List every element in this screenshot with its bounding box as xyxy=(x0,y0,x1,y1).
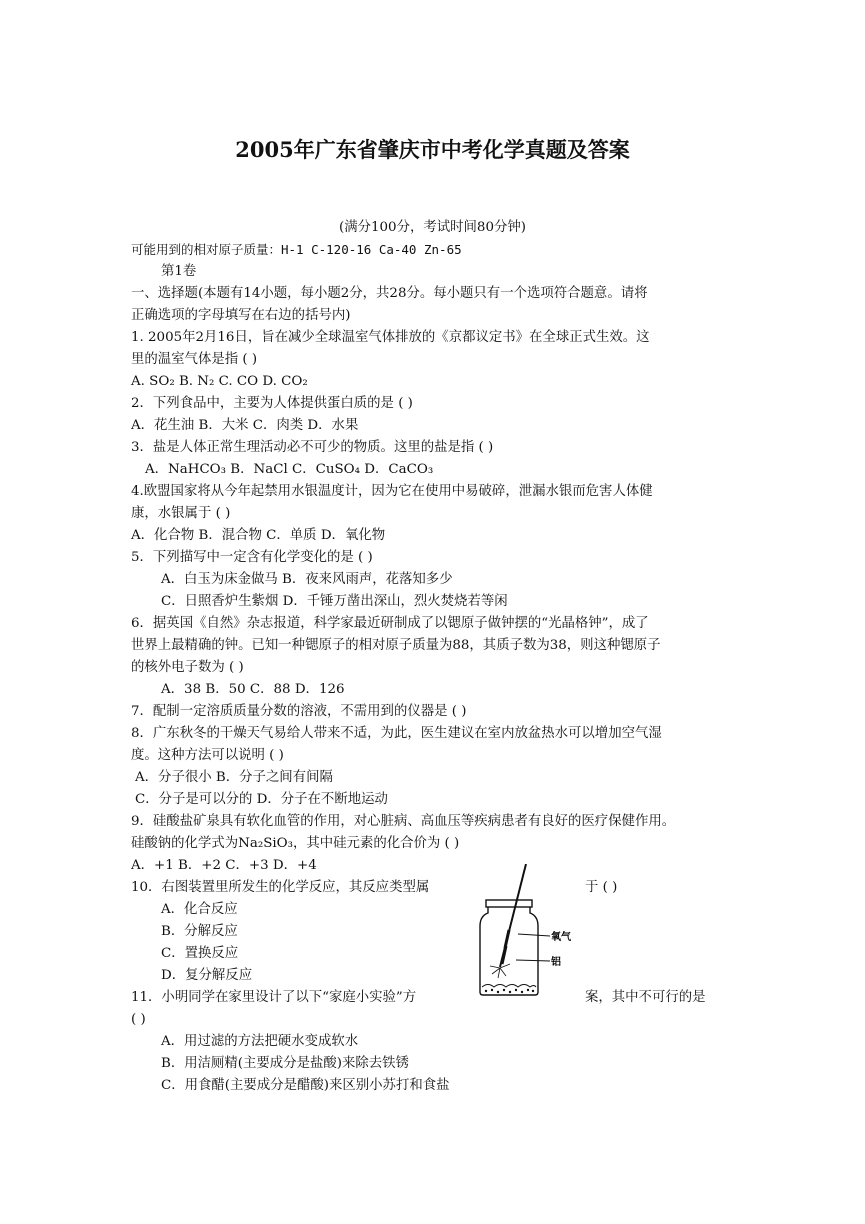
q6-line2: 世界上最精确的钟。已知一种锶原子的相对原子质量为88，其质子数为38，则这种锶原子 xyxy=(131,638,661,653)
q8-options-row2: C．分子是可以分的 D．分子在不断地运动 xyxy=(135,792,388,807)
q1-options: A. SO₂ B. N₂ C. CO D. CO₂ xyxy=(131,374,308,389)
aluminum-label: 铝 xyxy=(551,957,561,968)
q11-option-c: C．用食醋(主要成分是醋酸)来区别小苏打和食盐 xyxy=(161,1078,450,1093)
q9-line2: 硅酸钠的化学式为Na₂SiO₃，其中硅元素的化合价为 ( ) xyxy=(131,836,460,851)
exam-info: (满分100分，考试时间80分钟) xyxy=(339,220,526,235)
q4-options: A．化合物 B．混合物 C．单质 D．氧化物 xyxy=(131,528,386,543)
q11-answer-paren: ( ) xyxy=(131,1012,146,1027)
page-title: 2005年广东省肇庆市中考化学真题及答案 xyxy=(235,137,630,162)
q4-line1: 4.欧盟国家将从今年起禁用水银温度计，因为它在使用中易破碎，泄漏水银而危害人体健 xyxy=(131,484,653,499)
volume-label: 第1卷 xyxy=(161,264,197,279)
q5-options-row1: A．白玉为床金做马 B．夜来风雨声，花落知多少 xyxy=(161,572,453,587)
q10-option-c: C．置换反应 xyxy=(161,946,239,961)
q10-stem-right: 于 ( ) xyxy=(585,880,618,895)
q11-stem-right: 案，其中不可行的是 xyxy=(585,990,706,1005)
q1-line1: 1. 2005年2月16日，旨在减少全球温室气体排放的《京都议定书》在全球正式生效。这 xyxy=(131,330,650,345)
q3-stem: 3．盐是人体正常生理活动必不可少的物质。这里的盐是指 ( ) xyxy=(131,440,494,455)
q6-line3: 的核外电子数为 ( ) xyxy=(131,660,244,675)
q11-option-a: A．用过滤的方法把硬水变成软水 xyxy=(161,1034,359,1049)
q10-stem-left: 10．右图装置里所发生的化学反应，其反应类型属 xyxy=(131,880,430,895)
q6-options: A．38 B．50 C．88 D．126 xyxy=(161,682,345,697)
q9-options: A．+1 B．+2 C．+3 D．+4 xyxy=(131,858,317,873)
q3-options: A．NaHCO₃ B．NaCl C．CuSO₄ D．CaCO₃ xyxy=(145,462,434,477)
q8-line1: 8．广东秋冬的干燥天气易给人带来不适，为此，医生建议在室内放盆热水可以增加空气湿 xyxy=(131,726,662,741)
q11-option-b: B．用洁厕精(主要成分是盐酸)来除去铁锈 xyxy=(161,1056,409,1071)
section1-instructions-line2: 正确选项的字母填写在右边的括号内) xyxy=(131,308,351,323)
q1-line2: 里的温室气体是指 ( ) xyxy=(131,352,258,367)
q2-options: A．花生油 B．大米 C．肉类 D．水果 xyxy=(131,418,359,433)
q6-line1: 6．据英国《自然》杂志报道，科学家最近研制成了以锶原子做钟摆的“光晶格钟”，成了 xyxy=(131,616,649,631)
q7-stem: 7．配制一定溶质质量分数的溶液，不需用到的仪器是 ( ) xyxy=(131,704,467,719)
experiment-diagram xyxy=(476,864,580,1001)
q10-option-a: A．化合反应 xyxy=(161,902,238,917)
q8-line2: 度。这种方法可以说明 ( ) xyxy=(131,748,284,763)
q4-line2: 康，水银属于 ( ) xyxy=(131,506,231,521)
q11-stem-left: 11．小明同学在家里设计了以下“家庭小实验”方 xyxy=(131,990,417,1005)
q9-line1: 9．硅酸盐矿泉具有软化血管的作用，对心脏病、高血压等疾病患者有良好的医疗保健作用。 xyxy=(131,814,676,829)
oxygen-label: 氧气 xyxy=(551,932,571,943)
q5-options-row2: C．日照香炉生紫烟 D．千锤万凿出深山，烈火焚烧若等闲 xyxy=(161,594,508,609)
q10-option-b: B．分解反应 xyxy=(161,924,238,939)
q2-stem: 2．下列食品中，主要为人体提供蛋白质的是 ( ) xyxy=(131,396,413,411)
q5-stem: 5．下列描写中一定含有化学变化的是 ( ) xyxy=(131,550,373,565)
q8-options-row1: A．分子很小 B．分子之间有间隔 xyxy=(135,770,333,785)
q10-option-d: D．复分解反应 xyxy=(161,968,253,983)
section1-instructions-line1: 一、选择题(本题有14小题，每小题2分，共28分。每小题只有一个选项符合题意。请将 xyxy=(131,286,648,301)
atomic-masses: 可能用到的相对原子质量：H-1 C-120-16 Ca-40 Zn-65 xyxy=(131,242,462,257)
